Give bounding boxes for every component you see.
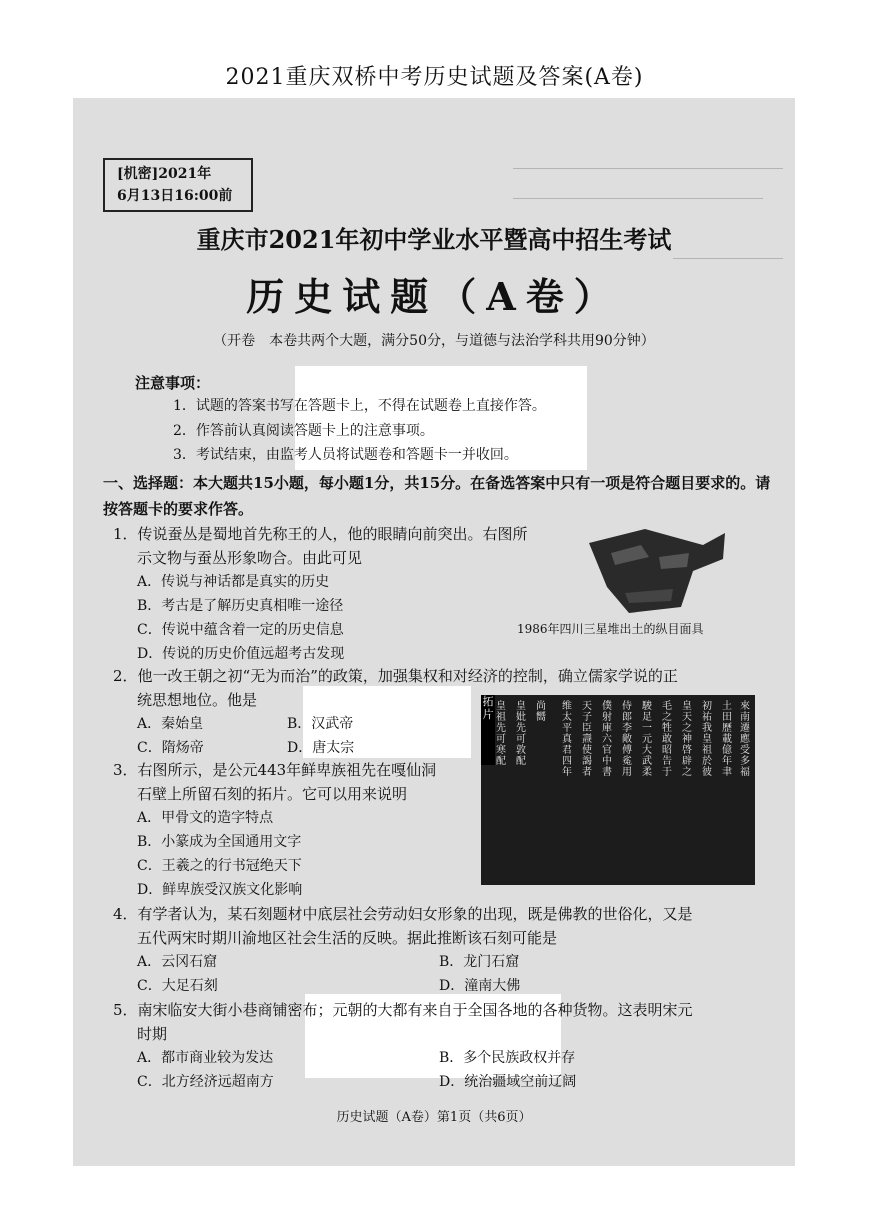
document-title: 2021重庆双桥中考历史试题及答案(A卷) (225, 65, 644, 90)
page-footer: 历史试题（A卷）第1页（共6页） (336, 1110, 532, 1125)
exam-title: 重庆市2021年初中学业水平暨高中招生考试 (196, 225, 672, 254)
section-heading: 一、选择题：本大题共15小题，每小题1分，共15分。在备选答案中只有一项是符合题目要求的。请按答题卡的要求作答。 (103, 474, 771, 518)
confidential-box (103, 158, 253, 212)
subject-title: 历史试题（A卷） (246, 274, 622, 319)
question-4-option: A．云冈石窟 (137, 954, 218, 970)
question-1-stem: 1．传说蚕丛是蜀地首先称王的人，他的眼睛向前突出。右图所 (113, 525, 528, 543)
question-2-option: D．唐太宗 (287, 740, 355, 756)
question-5-stem: 时期 (137, 1025, 168, 1043)
notice-item: 2．作答前认真阅读答题卡上的注意事项。 (173, 423, 434, 439)
bleed-through-line (513, 198, 763, 199)
rubbing-side-label: 拓片 (481, 695, 495, 765)
question-5-stem: 5．南宋临安大街小巷商铺密布；元朝的大都有来自于全国各地的各种货物。这表明宋元 (113, 1001, 693, 1019)
photo-caption: 1986年四川三星堆出土的纵目面具 (517, 622, 704, 636)
question-1-option: C．传说中蕴含着一定的历史信息 (137, 622, 344, 638)
question-3-stem: 石壁上所留石刻的拓片。它可以用来说明 (137, 785, 408, 803)
question-3-option: D．鲜卑族受汉族文化影响 (137, 882, 303, 898)
question-3-option: A．甲骨文的造字特点 (137, 810, 274, 826)
question-2-stem: 2．他一改王朝之初“无为而治”的政策，加强集权和对经济的控制，确立儒家学说的正 (113, 667, 678, 685)
bronze-mask-photo (585, 523, 730, 618)
question-5-option: B．多个民族政权并存 (439, 1050, 576, 1066)
question-1-stem: 示文物与蚕丛形象吻合。由此可见 (137, 549, 363, 567)
question-1-option: B．考古是了解历史真相唯一途径 (137, 598, 344, 614)
stone-inscription-rubbing: 皇祖先可寒配 皇妣先可敦配 尚嚮 维太平真君四年 天子臣燾使謁者 僕射庫六官中書 侍郎李敞傅㝹用 駿足一元大武柔 毛之牲敢昭告于 皇天之神啓辟之 初祐我皇祖於彼 土田歷載億年聿 來南遷應受多福 (481, 695, 755, 885)
notice-item: 1．试题的答案书写在答题卡上，不得在试题卷上直接作答。 (173, 398, 546, 414)
question-4-option: B．龙门石窟 (439, 954, 520, 970)
bleed-through-line (513, 168, 783, 169)
question-4-option: C．大足石刻 (137, 978, 218, 994)
question-5-option: A．都市商业较为发达 (137, 1050, 274, 1066)
question-1-option: A．传说与神话都是真实的历史 (137, 574, 330, 590)
notice-heading: 注意事项： (135, 374, 211, 392)
question-1-option: D．传说的历史价值远超考古发现 (137, 646, 345, 662)
scanned-exam-page (73, 98, 795, 1166)
question-2-option: A．秦始皇 (137, 716, 204, 732)
exam-note: （开卷 本卷共两个大题，满分50分，与道德与法治学科共用90分钟） (213, 333, 655, 349)
confidential-line-1: [机密]2021年 (117, 166, 212, 182)
question-5-option: C．北方经济远超南方 (137, 1074, 274, 1090)
question-3-option: C．王羲之的行书冠绝天下 (137, 858, 302, 874)
question-3-stem: 3．右图所示，是公元443年鲜卑族祖先在嘎仙洞 (113, 761, 437, 779)
bleed-through-line (673, 258, 783, 259)
confidential-line-2: 6月13日16:00前 (117, 188, 233, 204)
question-5-option: D．统治疆域空前辽阔 (439, 1074, 577, 1090)
question-4-stem: 五代两宋时期川渝地区社会生活的反映。据此推断该石刻可能是 (137, 929, 558, 947)
question-2-option: C．隋炀帝 (137, 740, 204, 756)
question-4-option: D．潼南大佛 (439, 978, 521, 994)
question-2-stem: 统思想地位。他是 (137, 691, 258, 709)
question-2-option: B．汉武帝 (287, 716, 354, 732)
question-4-stem: 4．有学者认为，某石刻题材中底层社会劳动妇女形象的出现，既是佛教的世俗化，又是 (113, 905, 693, 923)
notice-item: 3．考试结束，由监考人员将试题卷和答题卡一并收回。 (173, 447, 518, 463)
question-3-option: B．小篆成为全国通用文字 (137, 834, 302, 850)
